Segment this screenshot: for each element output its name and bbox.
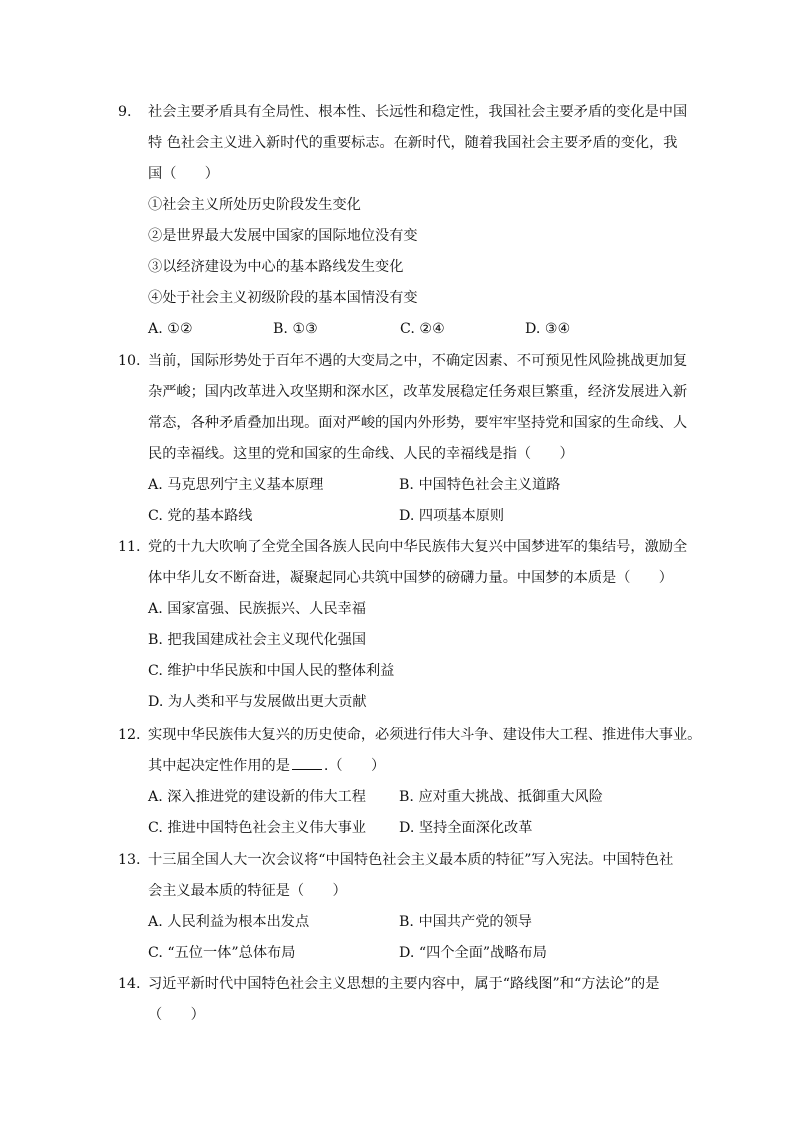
options-row [118, 782, 678, 813]
question-stem-line: 国（ ） [148, 166, 219, 182]
options-row [118, 813, 678, 844]
options-row [118, 501, 678, 532]
option-d[interactable]: D. 为人类和平与发展做出更大贡献 [148, 694, 367, 710]
option-d[interactable]: D. “四个全面”战略布局 [399, 945, 547, 961]
question-stem-line: 杂严峻；国内改革进入攻坚期和深水区，改革发展稳定任务艰巨繁重，经济发展进入新 [148, 384, 688, 400]
option-b[interactable]: B. 中国共产党的领导 [399, 914, 532, 930]
question-stem-line: 习近平新时代中国特色社会主义思想的主要内容中，属于“路线图”和“方法论”的是 [148, 976, 660, 992]
question-stem-line: 当前，国际形势处于百年不遇的大变局之中，不确定因素、不可预见性风险挑战更加复 [148, 353, 688, 369]
question-stem-line: 十三届全国人大一次会议将“中国特色社会主义最本质的特征”写入宪法。中国特色社 [148, 852, 674, 868]
option-b[interactable]: B. 应对重大挑战、抵御重大风险 [399, 789, 603, 805]
question-stem-line: 其中起决定性作用的是 [148, 758, 290, 774]
option-b[interactable]: B. 把我国建成社会主义现代化强国 [148, 632, 367, 648]
question-11 [118, 532, 688, 718]
option-a[interactable]: A. 深入推进党的建设新的伟大工程 [148, 789, 366, 805]
question-14 [118, 969, 678, 1031]
option-c[interactable]: C. 维护中华民族和中国人民的整体利益 [148, 663, 395, 679]
question-stem-line: 会主义最本质的特征是（ ） [148, 883, 347, 899]
question-number: 9. [118, 104, 132, 120]
option-d[interactable]: D. 四项基本原则 [399, 508, 505, 524]
option-d[interactable]: D. 坚持全面深化改革 [399, 820, 533, 836]
question-number: 11. [118, 539, 141, 555]
question-number: 13. [118, 852, 141, 868]
option-a[interactable]: A. 人民利益为根本出发点 [148, 914, 310, 930]
question-12 [118, 720, 702, 844]
question-stem-line: 特 色社会主义进入新时代的重要标志。在新时代，随着我国社会主要矛盾的变化，我 [148, 135, 678, 151]
question-13 [118, 845, 678, 969]
statement-2: ②是世界最大发展中国家的国际地位没有变 [148, 228, 418, 244]
options-row [118, 314, 678, 345]
option-a[interactable]: A. ①② [148, 321, 193, 337]
option-c[interactable]: C. “五位一体”总体布局 [148, 945, 296, 961]
option-b[interactable]: B. 中国特色社会主义道路 [399, 477, 561, 493]
question-stem-line: 党的十九大吹响了全党全国各族人民向中华民族伟大复兴中国梦进军的集结号，激励全 [148, 539, 688, 555]
option-c[interactable]: C. 推进中国特色社会主义伟大事业 [148, 820, 366, 836]
question-stem-line: 民的幸福线。这里的党和国家的生命线、人民的幸福线是指（ ） [148, 446, 574, 462]
option-c[interactable]: C. 党的基本路线 [148, 508, 253, 524]
question-9 [118, 97, 688, 345]
statement-4: ④处于社会主义初级阶段的基本国情没有变 [148, 290, 418, 306]
statement-1: ①社会主义所处历史阶段发生变化 [148, 197, 361, 213]
option-d[interactable]: D. ③④ [525, 321, 571, 337]
options-row [118, 470, 678, 501]
question-stem-line: （ ） [148, 1007, 205, 1023]
option-a[interactable]: A. 国家富强、民族振兴、人民幸福 [148, 601, 366, 617]
statement-3: ③以经济建设为中心的基本路线发生变化 [148, 259, 404, 275]
question-stem-line: 实现中华民族伟大复兴的历史使命，必须进行伟大斗争、建设伟大工程、推进伟大事业。 [148, 727, 702, 743]
options-row [118, 938, 678, 969]
question-number: 10. [118, 353, 141, 369]
option-b[interactable]: B. ①③ [273, 321, 318, 337]
question-stem-line: 体中华儿女不断奋进，凝聚起同心共筑中国梦的磅礴力量。中国梦的本质是（ ） [148, 570, 673, 586]
option-c[interactable]: C. ②④ [400, 321, 445, 337]
answer-blank [292, 757, 322, 770]
question-stem-line: 社会主要矛盾具有全局性、根本性、长远性和稳定性，我国社会主要矛盾的变化是中国 [148, 104, 688, 120]
option-a[interactable]: A. 马克思列宁主义基本原理 [148, 477, 324, 493]
options-row [118, 907, 678, 938]
question-stem-tail: .（ ） [323, 758, 386, 774]
question-10 [118, 346, 688, 532]
question-number: 14. [118, 976, 141, 992]
question-number: 12. [118, 727, 141, 743]
question-stem-line: 常态，各种矛盾叠加出现。面对严峻的国内外形势，要牢牢坚持党和国家的生命线、人 [148, 415, 688, 431]
